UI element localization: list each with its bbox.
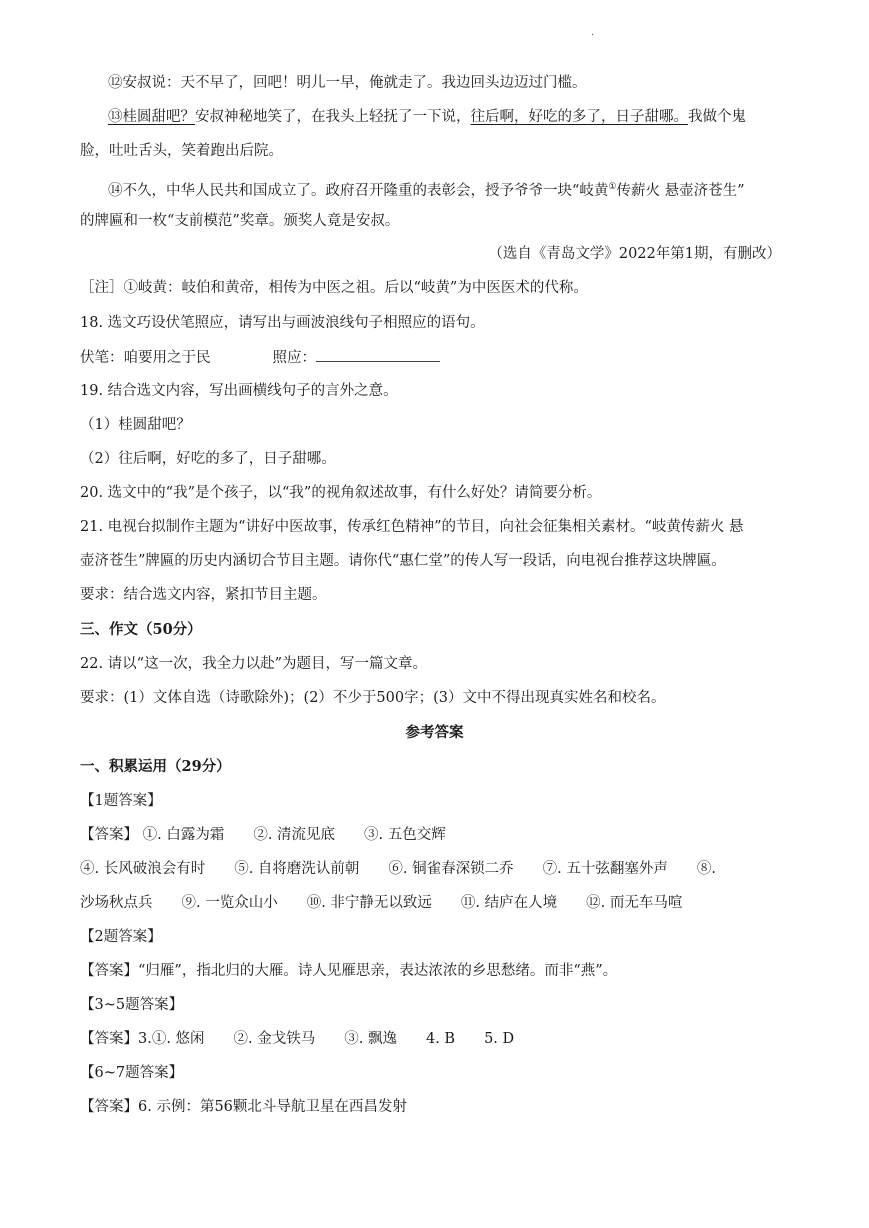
answer-6-7-line-1: 【答案】6. 示例：第56颗北斗导航卫星在西昌发射 bbox=[80, 1099, 407, 1115]
footnote: ［注］①岐黄：岐伯和黄帝，相传为中医之祖。后以“岐黄”为中医医术的代称。 bbox=[80, 280, 588, 296]
source-citation: （选自《青岛文学》2022年第1期，有删改） bbox=[488, 246, 781, 262]
answers-section-1: 一、积累运用（29分） bbox=[80, 758, 231, 775]
story-text: ⑭不久，中华人民共和国成立了。政府召开隆重的表彰会，授予爷爷一块“岐黄 bbox=[108, 182, 609, 199]
story-paragraph-13 bbox=[108, 107, 746, 127]
story-paragraph-12: ⑫安叔说：天不早了，回吧！明儿一早，俺就走了。我边回头边迈过门槛。 bbox=[108, 75, 587, 91]
composition-heading: 三、作文（50分） bbox=[80, 621, 202, 638]
story-paragraph-14 bbox=[108, 177, 745, 201]
question-18-answer-row bbox=[80, 347, 440, 368]
question-21-line-2: 壶济苍生”牌匾的历史内涵切合节目主题。请你代“惠仁堂”的传人写一段话，向电视台推荐这块牌匾。 bbox=[80, 553, 726, 569]
question-22-requirement: 要求：(1）文体自选（诗歌除外)；(2）不少于500字；(3）文中不得出现真实姓名和校名。 bbox=[80, 690, 666, 706]
answer-1-line-1: 【答案】 ①. 白露为霜 ②. 清流见底 ③. 五色交辉 bbox=[80, 827, 446, 843]
foreshadow-label: 伏笔：咱要用之于民 bbox=[80, 350, 211, 366]
question-18: 18. 选文巧设伏笔照应，请写出与画波浪线句子相照应的语句。 bbox=[80, 315, 485, 331]
answers-title: 参考答案 bbox=[405, 724, 464, 741]
header-dot: · bbox=[591, 30, 595, 41]
question-20: 20. 选文中的“我”是个孩子，以“我”的视角叙述故事，有什么好处？请简要分析。 bbox=[80, 485, 602, 501]
answer-blank bbox=[316, 347, 440, 362]
answer-3-5-heading: 【3~5题答案】 bbox=[80, 997, 184, 1013]
story-text: 我做个鬼 bbox=[688, 109, 746, 125]
answer-2-heading: 【2题答案】 bbox=[80, 929, 162, 945]
footnote-marker: ① bbox=[608, 182, 617, 192]
question-22: 22. 请以“这一次，我全力以赴”为题目，写一篇文章。 bbox=[80, 656, 427, 672]
answer-1-heading: 【1题答案】 bbox=[80, 793, 162, 809]
answer-1-line-2: ④. 长风破浪会有时 ⑤. 自将磨洗认前朝 ⑥. 铜雀春深锁二乔 ⑦. 五十弦翻塞外声 ⑧. bbox=[80, 861, 716, 877]
wavy-underlined-sentence: ⑬桂圆甜吧？ bbox=[108, 109, 195, 125]
question-21-line-1: 21. 电视台拟制作主题为“讲好中医故事，传承红色精神”的节目，向社会征集相关素材。“岐黄传薪火 悬 bbox=[80, 519, 744, 535]
question-21-requirement: 要求：结合选文内容，紧扣节目主题。 bbox=[80, 587, 327, 603]
answer-3-5-line-1: 【答案】3.①. 悠闲 ②. 金戈铁马 ③. 飘逸 4. B 5. D bbox=[80, 1031, 515, 1047]
story-paragraph-14-cont: 的牌匾和一枚“支前模范”奖章。颁奖人竟是安叔。 bbox=[80, 213, 400, 229]
answer-1-line-3: 沙场秋点兵 ⑨. 一览众山小 ⑩. 非宁静无以致远 ⑪. 结庐在人境 ⑫. 而无车马喧 bbox=[80, 895, 683, 911]
echo-label: 照应： bbox=[272, 350, 316, 366]
question-19-part-1: （1）桂圆甜吧？ bbox=[80, 417, 191, 433]
question-19: 19. 结合选文内容，写出画横线句子的言外之意。 bbox=[80, 383, 398, 399]
story-paragraph-13-cont: 脸，吐吐舌头，笑着跑出后院。 bbox=[80, 143, 283, 159]
underlined-sentence: 往后啊，好吃的多了，日子甜哪。 bbox=[470, 109, 688, 125]
answer-6-7-heading: 【6~7题答案】 bbox=[80, 1065, 184, 1081]
question-19-part-2: （2）往后啊，好吃的多了，日子甜哪。 bbox=[80, 451, 336, 467]
answer-2-line-1: 【答案】“归雁”，指北归的大雁。诗人见雁思亲，表达浓浓的乡思愁绪。而非“燕”。 bbox=[80, 963, 618, 979]
story-text: 安叔神秘地笑了，在我头上轻抚了一下说， bbox=[195, 109, 471, 125]
story-text: 传薪火 悬壶济苍生” bbox=[616, 182, 745, 199]
